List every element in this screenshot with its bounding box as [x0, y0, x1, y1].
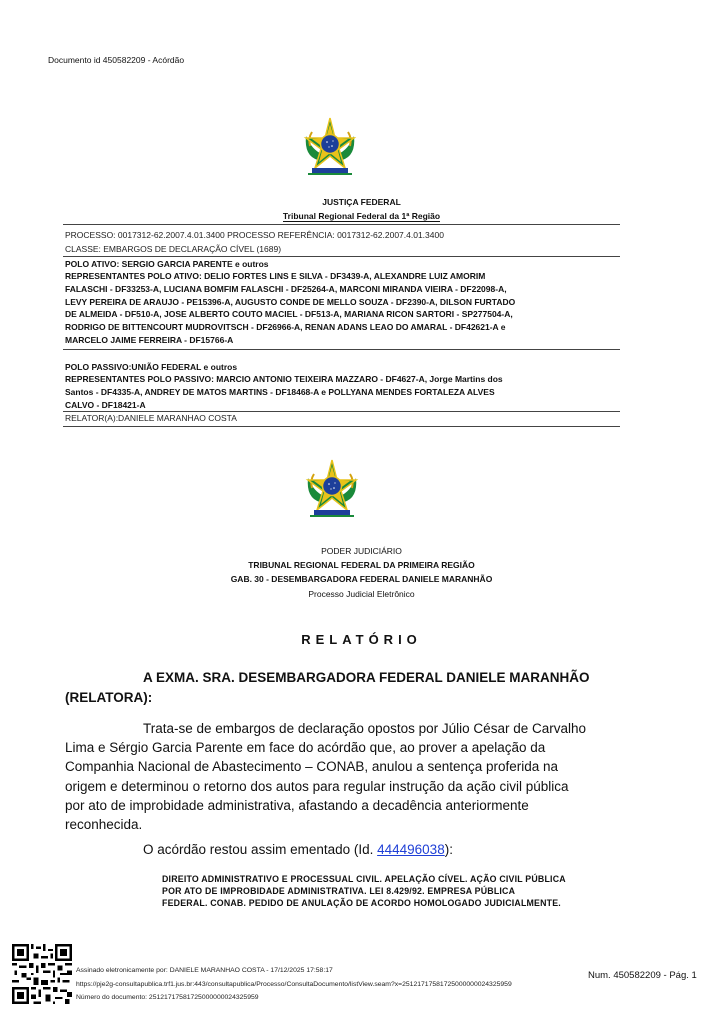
divider [63, 256, 620, 257]
brazil-coat-of-arms-icon [298, 116, 362, 182]
tribunal-regional-heading: TRIBUNAL REGIONAL FEDERAL DA PRIMEIRA REGIÃO [248, 560, 475, 570]
signature-line: Assinado eletronicamente por: DANIELE MARANHAO COSTA - 17/12/2025 17:58:17 [76, 967, 333, 974]
divider [63, 224, 620, 225]
classe-line: CLASSE: EMBARGOS DE DECLARAÇÃO CÍVEL (1689) [65, 244, 282, 254]
processo-line: PROCESSO: 0017312-62.2007.4.01.3400 PROCESSO REFERÊNCIA: 0017312-62.2007.4.01.3400 [65, 230, 444, 240]
document-number: Número do documento: 25121717581725000000024325959 [76, 994, 259, 1001]
ementa-intro: O acórdão restou assim ementado (Id. 444496038): [143, 842, 453, 857]
qr-code-icon [12, 944, 72, 1004]
relatorio-title: RELATÓRIO [301, 632, 422, 647]
relator-line: RELATOR(A):DANIELE MARANHAO COSTA [65, 413, 237, 423]
justica-federal-heading: JUSTIÇA FEDERAL [322, 197, 401, 207]
representantes-passivo: REPRESENTANTES POLO PASSIVO: MARCIO ANTONIO TEIXEIRA MAZZARO - DF4627-A, Jorge Martins dos Santos - DF4335-A, ANDREY DE MATOS MARTINS - DF18468-A e POLLYANA MENDES FORTALEZA ALVES CALVO - DF18421-A [65, 374, 503, 410]
tribunal-heading: Tribunal Regional Federal da 1ª Região [282, 211, 441, 221]
divider [63, 349, 620, 350]
polo-passivo: POLO PASSIVO:UNIÃO FEDERAL e outros [65, 362, 238, 372]
ementa-id-link[interactable]: 444496038 [377, 842, 445, 857]
processo-eletronico: Processo Judicial Eletrônico [308, 589, 415, 599]
gabinete-heading: GAB. 30 - DESEMBARGADORA FEDERAL DANIELE MARANHÃO [230, 574, 493, 584]
ementa-block: DIREITO ADMINISTRATIVO E PROCESSUAL CIVIL. APELAÇÃO CÍVEL. AÇÃO CIVIL PÚBLICA POR ATO DE IMPROBIDADE ADMINISTRATIVA. LEI 8.429/92. EMPRESA PÚBLICA FEDERAL. CONAB. PEDIDO DE ANULAÇÃO DE ACORDO HOMOLOGADO JUDICIALMENTE. [162, 874, 566, 908]
document-url[interactable]: https://pje2g-consultapublica.trf1.jus.br:443/consultapublica/Processo/ConsultaDocumento/listView.seam?x=25121717581725000000024325959 [76, 981, 512, 988]
representantes-ativo: REPRESENTANTES POLO ATIVO: DELIO FORTES LINS E SILVA - DF3439-A, ALEXANDRE LUIZ AMORIM FALASCHI - DF33253-A, LUCIANA BOMFIM FALASCHI - DF25264-A, MARCONI MIRANDA VIEIRA - DF22098-A, LEVY PEREIRA DE ARAUJO - PE15396-A, AUGUSTO CONDE DE MELLO SOUZA - DF2390-A, DILSON FURTADO DE ALMEIDA - DF510-A, JOSE ALBERTO COUTO MACIEL - DF513-A, MARIANA RICON SARTORI - SP277504-A, RODRIGO DE BITTENCOURT MUDROVITSCH - DF26966-A, RENAN ADANS LEAO DO AMARAL - DF42621-A e MARCELO JAIME FERREIRA - DF15766-A [65, 271, 516, 345]
divider [63, 426, 620, 427]
relatorio-paragraph: Trata-se de embargos de declaração opostos por Júlio César de Carvalho Lima e Sérgio Garcia Parente em face do acórdão que, ao prover a apelação da Companhia Nacional de Abastecimento – CONAB, anulou a sentença proferida na origem e determinou o retorno dos autos para regular instrução da ação civil pública por ato de improbidade administrativa, afastando a decadência anteriormente reconhecida. [65, 721, 586, 833]
addressee: A EXMA. SRA. DESEMBARGADORA FEDERAL DANIELE MARANHÃO (RELATORA): [65, 670, 590, 705]
document-id: Documento id 450582209 - Acórdão [48, 55, 185, 65]
divider [63, 411, 620, 412]
poder-judiciario: PODER JUDICIÁRIO [321, 546, 402, 556]
page-number: Num. 450582209 - Pág. 1 [588, 970, 697, 981]
brazil-coat-of-arms-icon [300, 458, 364, 524]
polo-ativo: POLO ATIVO: SERGIO GARCIA PARENTE e outros [65, 259, 269, 269]
